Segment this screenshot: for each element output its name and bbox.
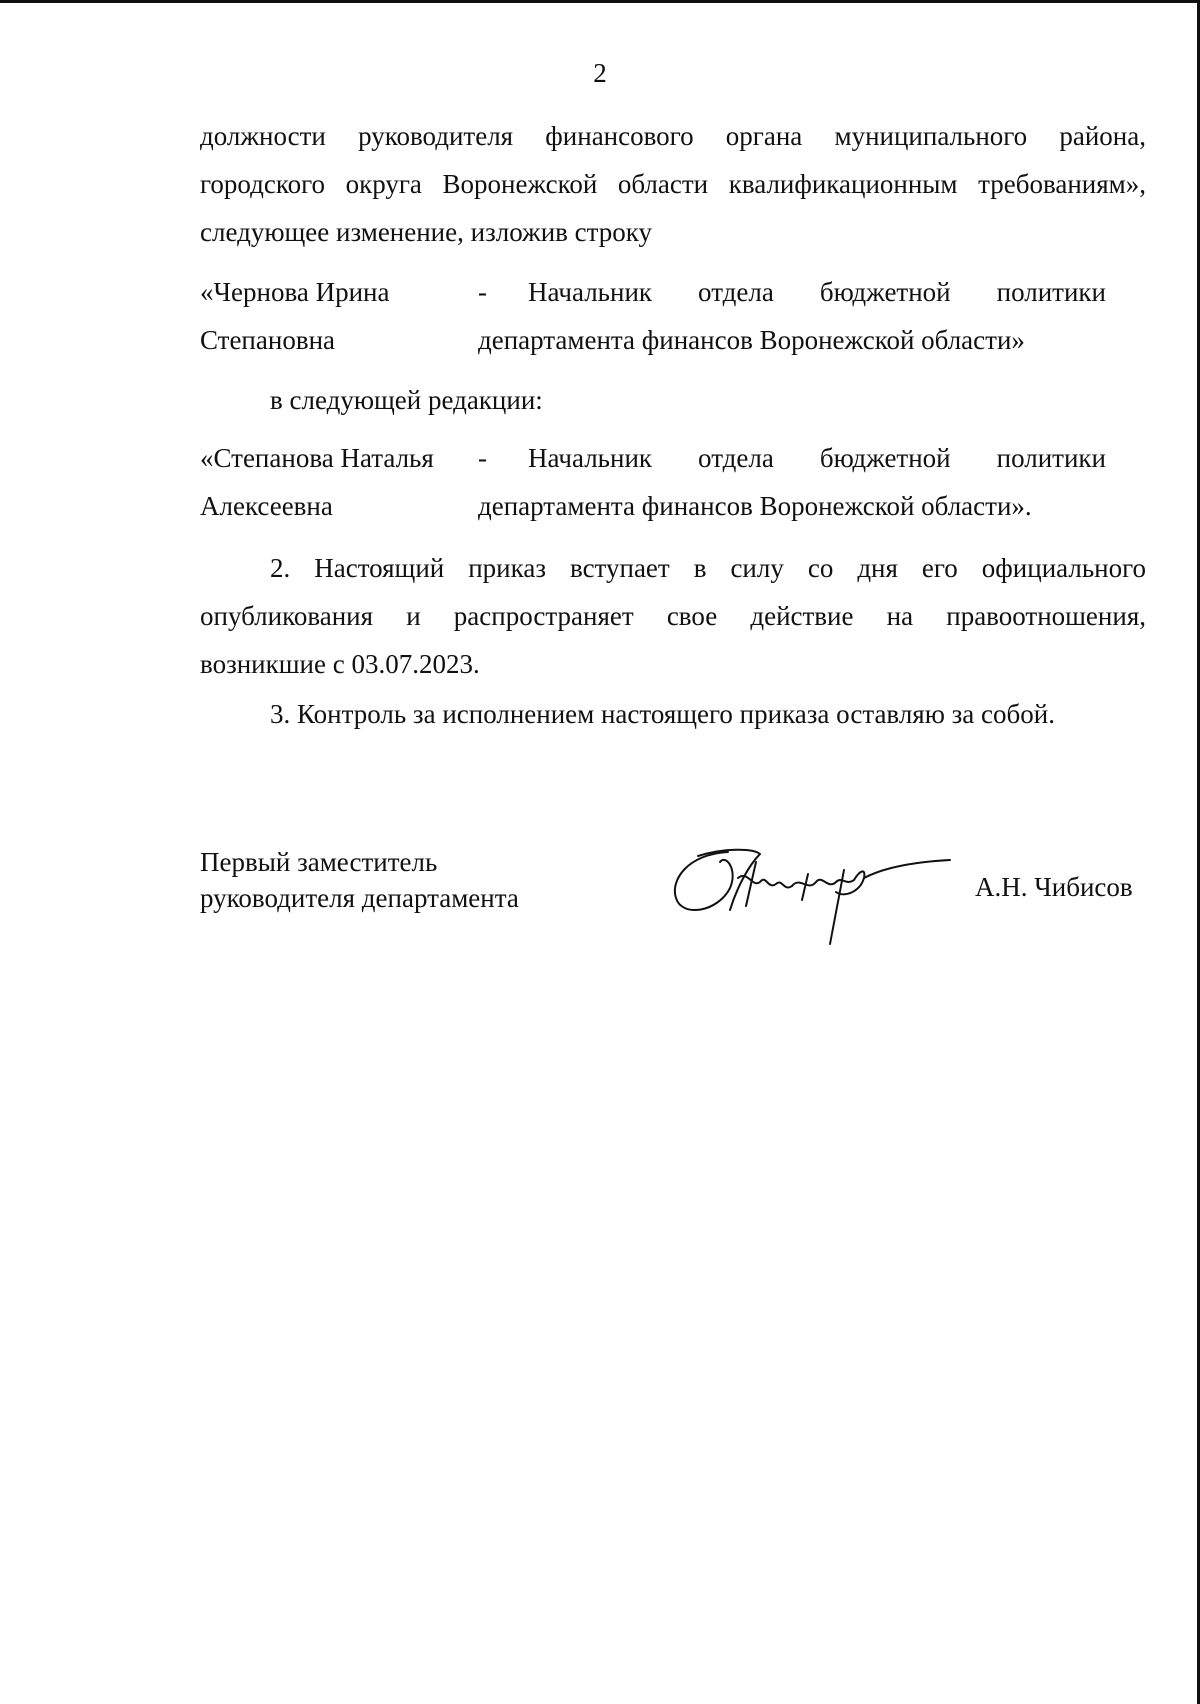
new-entry-name-line2: Алексеевна	[200, 491, 333, 521]
new-entry-name-line1: «Степанова Наталья	[200, 443, 434, 473]
item2-line: 2. Настоящий приказ вступает в силу со дня его официального	[270, 553, 1146, 583]
signatory-role-line1: Первый заместитель	[200, 847, 438, 877]
old-entry-name-line2: Степановна	[200, 325, 335, 355]
transition-text: в следующей редакции:	[270, 385, 543, 415]
new-entry-position-line1: Начальник отдела бюджетной политики	[528, 443, 1106, 473]
new-entry-dash: -	[478, 443, 487, 473]
item3-text: 3. Контроль за исполнением настоящего приказа оставляю за собой.	[270, 699, 1055, 729]
page-number: 2	[593, 58, 607, 88]
paragraph-line: должности руководителя финансового органа муниципального района,	[200, 121, 1146, 151]
paragraph-line: городского округа Воронежской области квалификационным требованиям»,	[200, 169, 1146, 199]
item2-line: опубликования и распространяет свое действие на правоотношения,	[200, 601, 1146, 631]
signatory-role-line2: руководителя департамента	[200, 883, 519, 913]
old-entry-dash: -	[478, 277, 487, 307]
paragraph-line: следующее изменение, изложив строку	[200, 217, 652, 247]
scan-border-top	[0, 0, 1200, 3]
signatory-name: А.Н. Чибисов	[975, 872, 1133, 902]
old-entry-position-line1: Начальник отдела бюджетной политики	[528, 277, 1106, 307]
old-entry-name-line1: «Чернова Ирина	[200, 277, 390, 307]
handwritten-signature-icon	[668, 840, 958, 955]
old-entry-position-line2: департамента финансов Воронежской области»	[478, 325, 1025, 355]
item2-line: возникшие с 03.07.2023.	[200, 649, 480, 679]
new-entry-position-line2: департамента финансов Воронежской области».	[478, 491, 1032, 521]
